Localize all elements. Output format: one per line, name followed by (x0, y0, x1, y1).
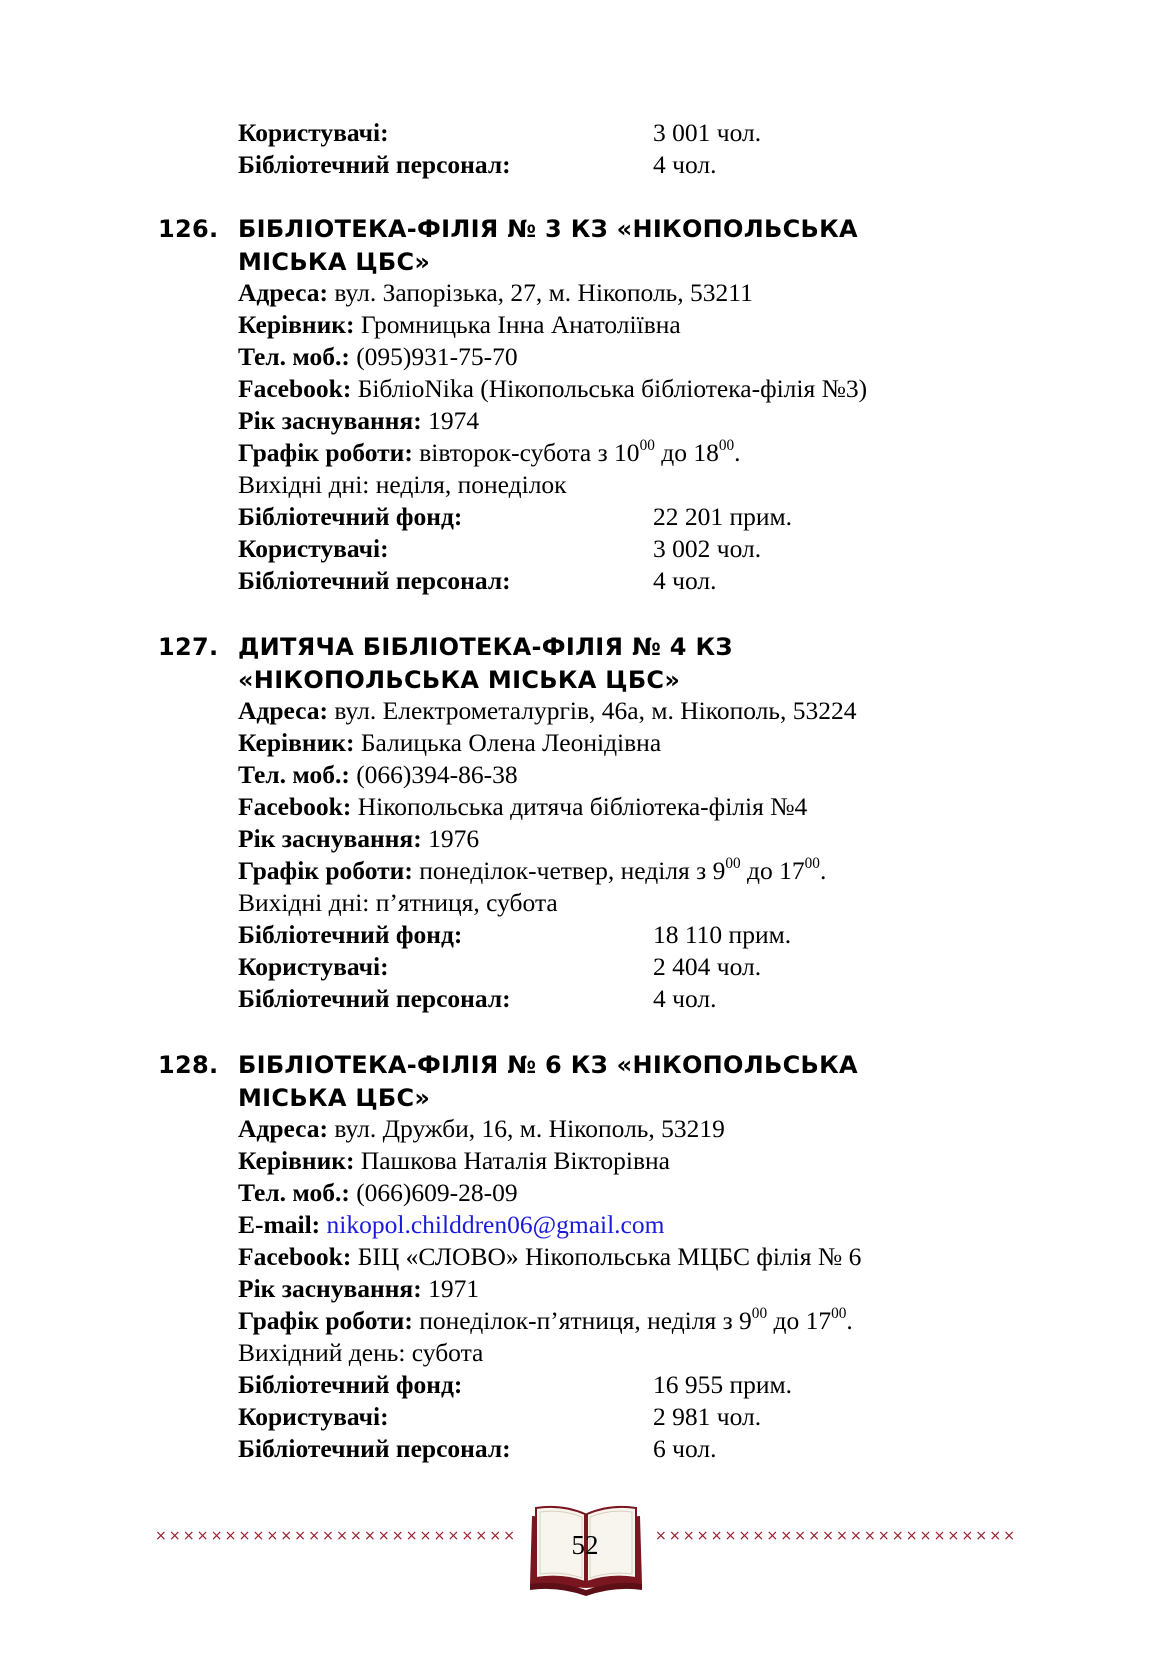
facebook-row: Facebook: БібліоNika (Нікопольська бібліотека-філія №3) (238, 374, 868, 403)
address-row: Адреса: вул. Запорізька, 27, м. Нікополь, 53211 (238, 278, 753, 307)
entry-number: 128. (158, 1051, 219, 1079)
users-value: 3 001 чол. (653, 118, 762, 147)
schedule-row: Графік роботи: понеділок-п’ятниця, неділя з $9^{00}$ до $17^{00}$. (238, 1305, 853, 1335)
entry-heading-126 (158, 213, 858, 245)
staff-value: 6 чол. (653, 1434, 717, 1463)
page-number: 52 (571, 1530, 599, 1560)
schedule-row: Графік роботи: вівторок-субота з $10^{00}$ до $18^{00}$. (238, 437, 741, 467)
fund-label: Бібліотечний фонд: (238, 1370, 463, 1399)
fund-value: 16 955 прим. (653, 1370, 793, 1399)
year-row: Рік заснування: 1976 (238, 824, 480, 853)
users-value: 2 404 чол. (653, 952, 762, 981)
head-row: Керівник: Пашкова Наталія Вікторівна (238, 1146, 670, 1175)
entry-title-line1: БІБЛІОТЕКА-ФІЛІЯ № 3 КЗ «НІКОПОЛЬСЬКА (238, 215, 858, 243)
users-label: Користувачі: (238, 534, 389, 563)
footer-ornament-left: ×××××××××××××××××××××××××× (155, 1528, 517, 1544)
address-row: Адреса: вул. Електрометалургів, 46а, м. Нікополь, 53224 (238, 696, 857, 725)
head-row: Керівник: Балицька Олена Леонідівна (238, 728, 662, 757)
users-label: Користувачі: (238, 1402, 389, 1431)
phone-row: Тел. моб.: (066)394-86-38 (238, 760, 518, 789)
days-off-row: Вихідний день: субота (238, 1338, 484, 1367)
entry-heading-127 (158, 631, 733, 663)
schedule-row: Графік роботи: понеділок-четвер, неділя з $9^{00}$ до $17^{00}$. (238, 855, 827, 885)
entry-title-line1: БІБЛІОТЕКА-ФІЛІЯ № 6 КЗ «НІКОПОЛЬСЬКА (238, 1051, 858, 1079)
users-label: Користувачі: (238, 952, 389, 981)
days-off-row: Вихідні дні: неділя, понеділок (238, 470, 567, 499)
staff-value: 4 чол. (653, 984, 717, 1013)
staff-label: Бібліотечний персонал: (238, 984, 511, 1013)
entry-heading-128 (158, 1049, 858, 1081)
footer-ornament-right: ×××××××××××××××××××××××××× (655, 1528, 1017, 1544)
staff-value: 4 чол. (653, 150, 717, 179)
users-label: Користувачі: (238, 118, 389, 147)
staff-label: Бібліотечний персонал: (238, 150, 511, 179)
facebook-row: Facebook: Нікопольська дитяча бібліотека-філія №4 (238, 792, 808, 821)
staff-value: 4 чол. (653, 566, 717, 595)
phone-row: Тел. моб.: (066)609-28-09 (238, 1178, 518, 1207)
year-row: Рік заснування: 1974 (238, 406, 480, 435)
days-off-row: Вихідні дні: п’ятниця, субота (238, 888, 558, 917)
users-value: 3 002 чол. (653, 534, 762, 563)
entry-number: 126. (158, 215, 219, 243)
entry-title-line2: МІСЬКА ЦБС» (238, 1084, 431, 1112)
fund-value: 18 110 прим. (653, 920, 792, 949)
facebook-row: Facebook: БІЦ «СЛОВО» Нікопольська МЦБС філія № 6 (238, 1242, 862, 1271)
phone-row: Тел. моб.: (095)931-75-70 (238, 342, 518, 371)
address-row: Адреса: вул. Дружби, 16, м. Нікополь, 53219 (238, 1114, 725, 1143)
staff-label: Бібліотечний персонал: (238, 1434, 511, 1463)
fund-label: Бібліотечний фонд: (238, 502, 463, 531)
entry-title-line2: МІСЬКА ЦБС» (238, 248, 431, 276)
email-row: E-mail: nikopol.childdren06@gmail.com (238, 1210, 665, 1239)
head-row: Керівник: Громницька Інна Анатоліївна (238, 310, 681, 339)
users-value: 2 981 чол. (653, 1402, 762, 1431)
staff-label: Бібліотечний персонал: (238, 566, 511, 595)
year-row: Рік заснування: 1971 (238, 1274, 480, 1303)
entry-number: 127. (158, 633, 219, 661)
entry-title-line2: «НІКОПОЛЬСЬКА МІСЬКА ЦБС» (238, 666, 681, 694)
fund-label: Бібліотечний фонд: (238, 920, 463, 949)
fund-value: 22 201 прим. (653, 502, 793, 531)
entry-title-line1: ДИТЯЧА БІБЛІОТЕКА-ФІЛІЯ № 4 КЗ (238, 633, 733, 661)
email-link[interactable]: nikopol.childdren06@gmail.com (326, 1210, 665, 1239)
